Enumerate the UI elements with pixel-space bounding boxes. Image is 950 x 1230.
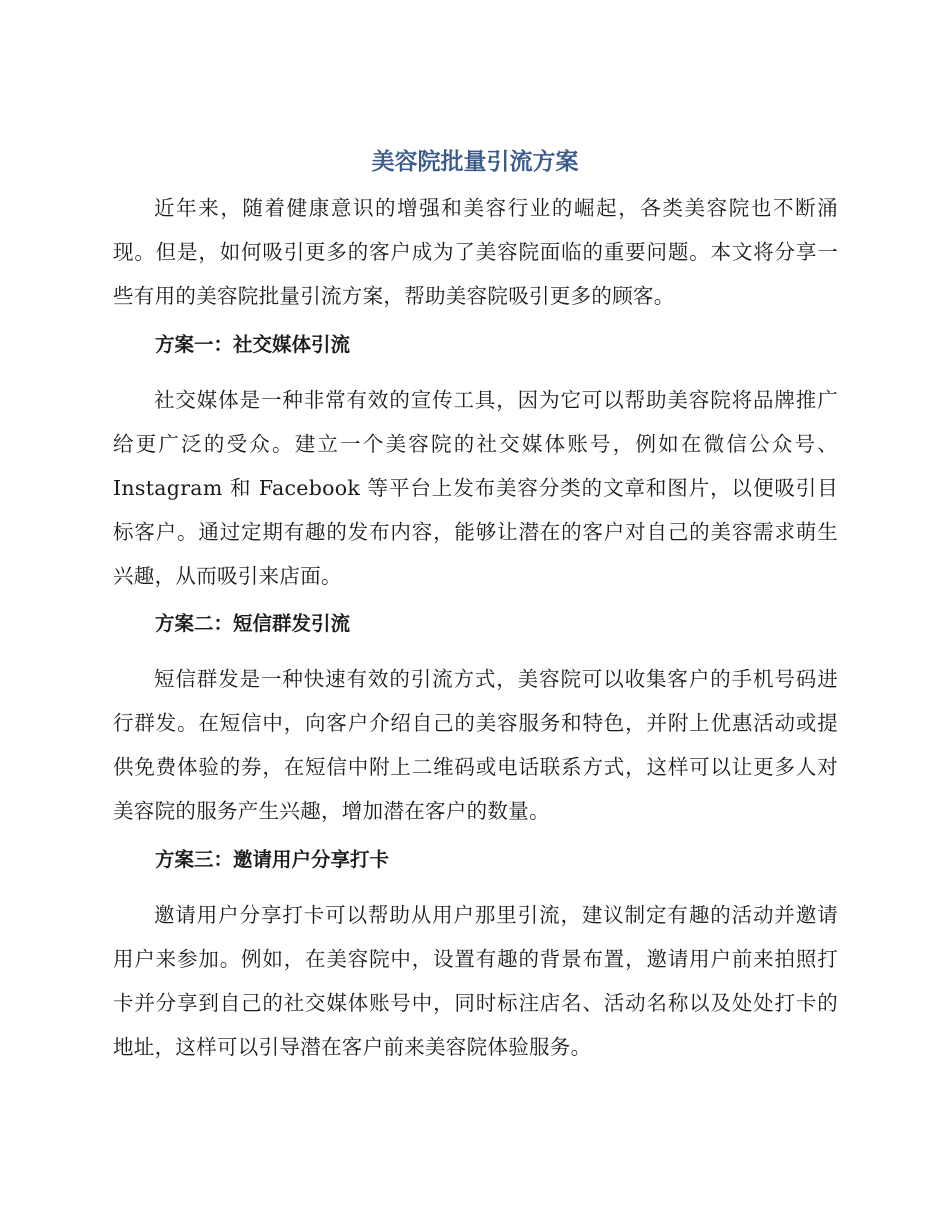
document-title: 美容院批量引流方案	[371, 149, 579, 175]
section-body-2: 短信群发是一种快速有效的引流方式，美容院可以收集客户的手机号码进行群发。在短信中，向客户介绍自己的美容服务和特色，并附上优惠活动或提供免费体验的券，在短信中附上二维码或电话联系方式，这样可以让更多人对美容院的服务产生兴趣，增加潜在客户的数量。	[113, 667, 838, 823]
section-heading-3: 方案三：邀请用户分享打卡	[155, 848, 390, 871]
section-heading-1: 方案一：社交媒体引流	[155, 333, 351, 356]
intro-paragraph: 近年来，随着健康意识的增强和美容行业的崛起，各类美容院也不断涌现。但是，如何吸引更多的客户成为了美容院面临的重要问题。本文将分享一些有用的美容院批量引流方案，帮助美容院吸引更多的顾客。	[113, 196, 838, 308]
section-body-1: 社交媒体是一种非常有效的宣传工具，因为它可以帮助美容院将品牌推广给更广泛的受众。建立一个美容院的社交媒体账号，例如在微信公众号、Instagram 和 Facebook 等平台上发布美容分类的文章和图片，以便吸引目标客户。通过定期有趣的发布内容，能够让潜在的客户对自己的美容需求萌生兴趣，从而吸引来店面。	[113, 388, 838, 588]
section-heading-2: 方案二：短信群发引流	[155, 612, 351, 635]
section-body-3: 邀请用户分享打卡可以帮助从用户那里引流，建议制定有趣的活动并邀请用户来参加。例如，在美容院中，设置有趣的背景布置，邀请用户前来拍照打卡并分享到自己的社交媒体账号中，同时标注店名、活动名称以及处处打卡的地址，这样可以引导潜在客户前来美容院体验服务。	[113, 903, 838, 1059]
